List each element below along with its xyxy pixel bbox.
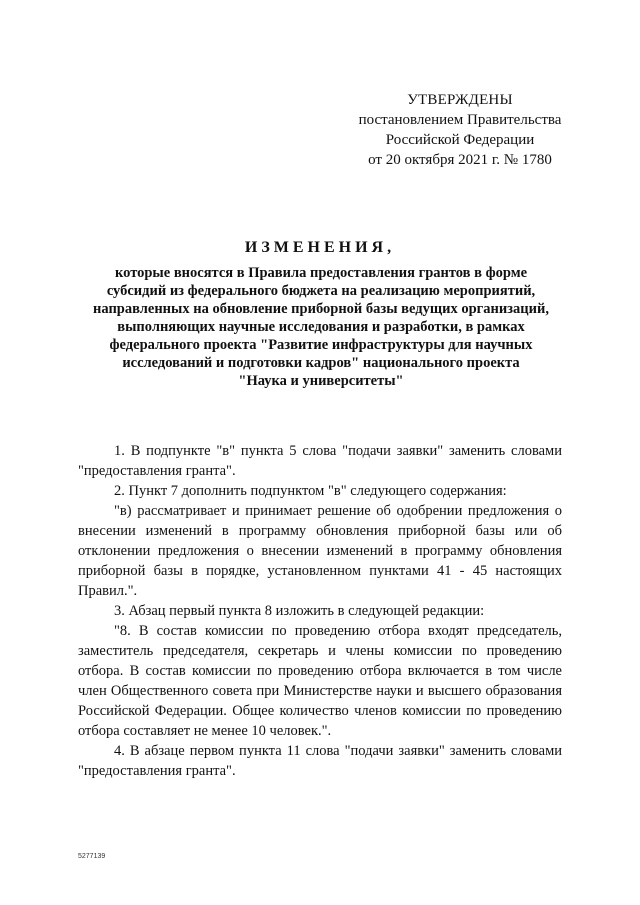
document-body: [78, 441, 562, 781]
subtitle-line: федерального проекта "Развитие инфраструктуры для научных: [109, 337, 533, 353]
subtitle-line: "Наука и университеты": [238, 373, 404, 389]
approval-heading: УТВЕРЖДЕНЫ: [407, 92, 513, 108]
subtitle-line: субсидий из федерального бюджета на реализацию мероприятий,: [106, 283, 536, 299]
document-code: 5277139: [78, 853, 106, 860]
paragraph-item-3: 3. Абзац первый пункта 8 изложить в следующей редакции:: [114, 603, 485, 619]
paragraph-item-1: 1. В подпункте "в" пункта 5 слова "подачи заявки" заменить словами "предоставления гранта".: [78, 443, 562, 479]
document-subtitle: [76, 264, 566, 390]
approval-block: [340, 90, 580, 170]
paragraph-item-4: 4. В абзаце первом пункта 11 слова "подачи заявки" заменить словами "предоставления гранта".: [78, 743, 562, 779]
document-title: ИЗМЕНЕНИЯ,: [244, 239, 396, 256]
paragraph-item-2: 2. Пункт 7 дополнить подпунктом "в" следующего содержания:: [114, 483, 507, 499]
paragraph-quote-v: "в) рассматривает и принимает решение об одобрении предложения о внесении изменений в программу обновления приборной базы или об отклонении предложения о внесении изменений в программу обновления приборной базы в порядке, установленном пунктами 41 - 45 настоящих Правил.".: [78, 503, 562, 599]
approval-country-line: Российской Федерации: [385, 132, 535, 148]
subtitle-line: исследований и подготовки кадров" национального проекта: [122, 355, 520, 371]
approval-date-number: от 20 октября 2021 г. № 1780: [368, 152, 552, 168]
subtitle-line: которые вносятся в Правила предоставления грантов в форме: [114, 265, 528, 281]
paragraph-quote-8: "8. В состав комиссии по проведению отбора входят председатель, заместитель председателя, секретарь и члены комиссии по проведению отбора. В состав комиссии по проведению отбора включается в том числе член Общественного совета при Министерстве науки и высшего образования Российской Федерации. Общее количество членов комиссии по проведению отбора составляет не менее 10 человек.".: [78, 623, 562, 739]
approval-decree-line: постановлением Правительства: [358, 112, 562, 128]
subtitle-line: направленных на обновление приборной базы ведущих организаций,: [93, 301, 549, 317]
subtitle-line: выполняющих научные исследования и разработки, в рамках: [117, 319, 525, 335]
